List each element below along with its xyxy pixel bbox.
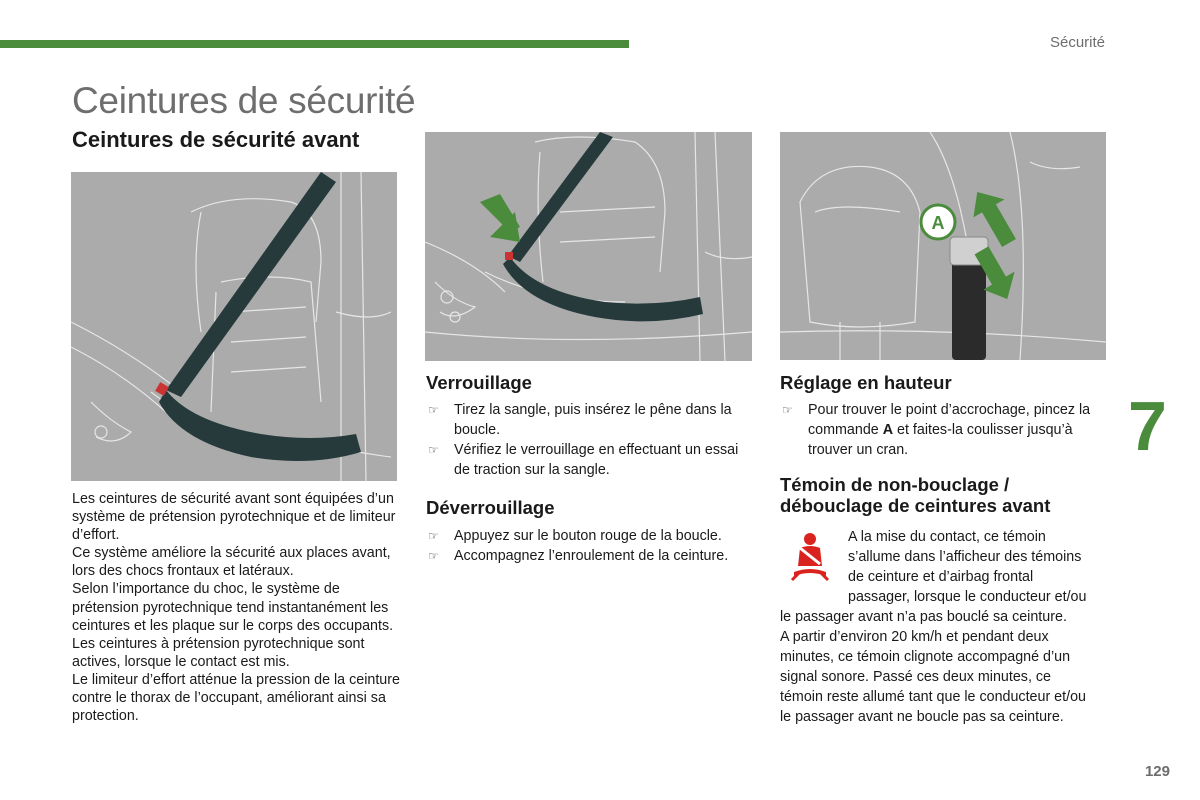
chapter-number: 7 (1128, 387, 1167, 465)
hand-pointer-icon: ☞ (428, 443, 439, 457)
list-item: ☞ Tirez la sangle, puis insérez le pêne dans la boucle. (428, 402, 732, 438)
heading-deverrouillage: Déverrouillage (426, 497, 555, 518)
seatbelt-height-illustration (780, 132, 1106, 360)
heading-temoin: Témoin de non-bouclage / débouclage de ceintures avant (780, 474, 1051, 516)
label-a: A (931, 213, 945, 233)
seatbelt-front-illustration (71, 172, 397, 481)
page-title: Ceintures de sécurité (72, 80, 416, 121)
page-subtitle: Ceintures de sécurité avant (72, 127, 360, 152)
temoin-text: A la mise du contact, ce témoin s’allume dans l’afficheur des témoins de ceinture et d’airbag frontal passager, lorsque le conducteur et/ou le passager avant n’a pas bouclé sa ceinture. A partir d’environ 20 km/h et pendant deux minutes, ce témoin clignote accompagné d’un signal sonore. Passé ces deux minutes, ce témoin reste allumé tant que le conducteur et/ou le passager avant ne boucle pas sa ceinture. (780, 529, 1087, 725)
heading-verrouillage: Verrouillage (426, 372, 532, 393)
header-accent-bar (0, 40, 629, 48)
paragraph: Selon l’importance du choc, le système de prétension pyrotechnique tend instantanément les ceintures et les plaque sur le corps des occupants. (72, 581, 394, 634)
heading-reglage: Réglage en hauteur (780, 372, 952, 393)
list-item: ☞ Vérifiez le verrouillage en effectuant un essai de traction sur la sangle. (428, 442, 739, 478)
hand-pointer-icon: ☞ (428, 403, 439, 417)
section-label: Sécurité (1049, 34, 1105, 51)
list-reglage (780, 400, 1110, 460)
paragraph: Le limiteur d’effort atténue la pression de la ceinture contre le thorax de l’occupant, améliorant ainsi sa protection. (72, 671, 400, 725)
seatbelt-locking-illustration (425, 132, 752, 361)
list-item: ☞ Accompagnez l’enroulement de la ceinture. (428, 548, 729, 564)
list-verrouillage (426, 400, 756, 480)
hand-pointer-icon: ☞ (782, 403, 793, 417)
list-item: ☞ Pour trouver le point d’accrochage, pincez la commande A et faites-la coulisser jusqu’à trouver un cran. (782, 402, 1091, 458)
intro-text (72, 490, 402, 725)
page-number: 129 (1144, 763, 1170, 780)
list-deverrouillage (426, 526, 756, 566)
paragraph: Les ceintures de sécurité avant sont équipées d’un système de prétension pyrotechnique et de limiteur d’effort. (72, 491, 396, 544)
paragraph: Les ceintures à prétension pyrotechnique sont actives, lorsque le contact est mis. (72, 635, 365, 670)
paragraph: Ce système améliore la sécurité aux places avant, lors des chocs frontaux et latéraux. (72, 545, 391, 580)
list-item: ☞ Appuyez sur le bouton rouge de la boucle. (428, 528, 722, 544)
hand-pointer-icon: ☞ (428, 549, 439, 563)
hand-pointer-icon: ☞ (428, 529, 439, 543)
